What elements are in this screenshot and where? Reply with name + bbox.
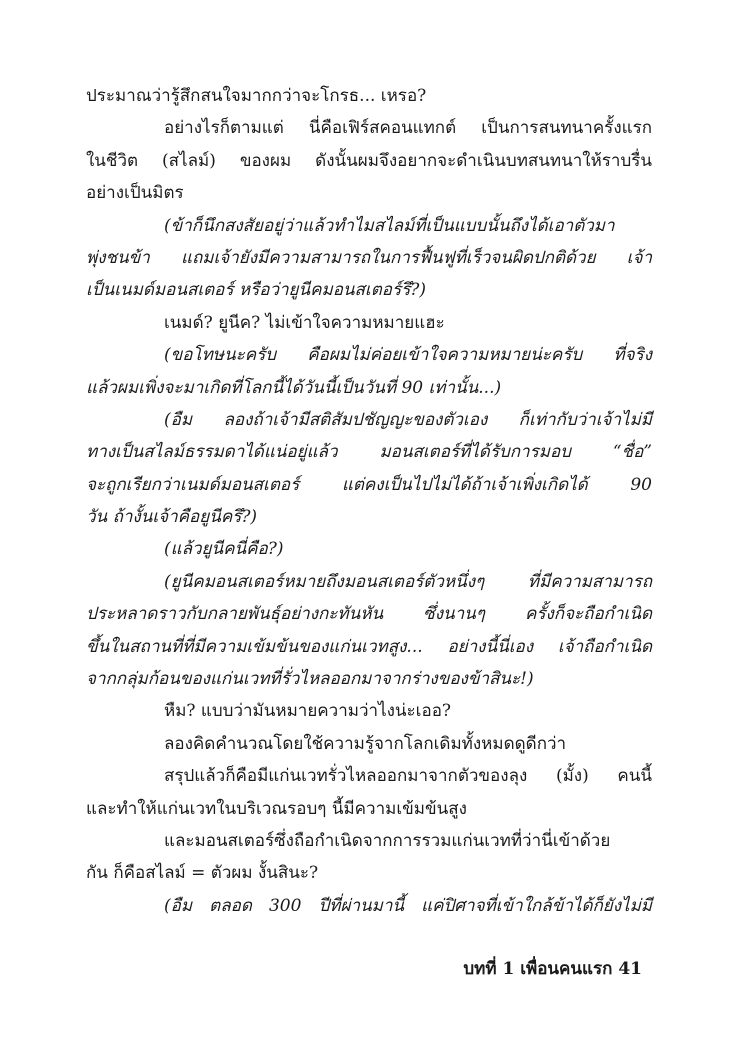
text-line: (อืม ตลอด 300 ปีที่ผ่านมานี้ แค่ปิศาจที่เข้าใกล้ข้าได้ก็ยังไม่มี (164, 895, 652, 916)
text-line: (อืม ลองถ้าเจ้ามีสติสัมปชัญญะของตัวเอง ก็เท่ากับว่าเจ้าไม่มี (164, 409, 652, 430)
text-line: แล้วผมเพิ่งจะมาเกิดที่โลกนี้ได้วันนี้เป็นวันที่ 90 เท่านั้น...) (86, 377, 502, 398)
text-line: และมอนสเตอร์ซึ่งถือกำเนิดจากการรวมแก่นเวทที่ว่านี่เข้าด้วย (164, 830, 611, 851)
text-line: เนมด์? ยูนีค? ไม่เข้าใจความหมายแฮะ (164, 312, 445, 333)
text-line: กัน ก็คือสไลม์ = ตัวผม งั้นสินะ? (86, 863, 319, 884)
text-line: (ขอโทษนะครับ คือผมไม่ค่อยเข้าใจความหมายน่ะครับ ที่จริง (164, 345, 652, 366)
text-line: สรุปแล้วก็คือมีแก่นเวทรั่วไหลออกมาจากตัวของลุง (มั้ง) คนนี้ (164, 766, 652, 787)
text-line: อย่างเป็นมิตร (86, 183, 184, 204)
page-body (86, 80, 652, 922)
text-line: พุ่งชนข้า แถมเจ้ายังมีความสามารถในการฟื้นฟูที่เร็วจนผิดปกติด้วย เจ้า (86, 247, 652, 268)
text-line: หืม? แบบว่ามันหมายความว่าไงน่ะเออ? (164, 701, 452, 722)
text-line: ในชีวิต (สไลม์) ของผม ดังนั้นผมจึงอยากจะดำเนินบทสนทนาให้ราบรื่น (86, 150, 652, 171)
text-line: (แล้วยูนีคนี่คือ?) (164, 539, 284, 560)
text-line: จากกลุ่มก้อนของแก่นเวทที่รั่วไหลออกมาจากร่างของข้าสินะ!) (86, 669, 534, 690)
text-line: ลองคิดคำนวณโดยใช้ความรู้จากโลกเดิมทั้งหมดดูดีกว่า (164, 733, 567, 754)
text-line: (ข้าก็นึกสงสัยอยู่ว่าแล้วทำไมสไลม์ที่เป็นแบบนั้นถึงได้เอาตัวมา (164, 215, 615, 236)
text-line: จะถูกเรียกว่าเนมด์มอนสเตอร์ แต่คงเป็นไปไม่ได้ถ้าเจ้าเพิ่งเกิดได้ 90 (86, 474, 652, 495)
text-line: ขึ้นในสถานที่ที่มีความเข้มข้นของแก่นเวทสูง... อย่างนี้นี่เอง เจ้าถือกำเนิด (86, 636, 652, 657)
text-line: ประมาณว่ารู้สึกสนใจมากกว่าจะโกรธ... เหรอ? (86, 86, 427, 106)
text-line: (ยูนีคมอนสเตอร์หมายถึงมอนสเตอร์ตัวหนึ่งๆ ที่มีความสามารถ (164, 571, 652, 592)
text-line: อย่างไรก็ตามแต่ นี่คือเฟิร์สคอนแทกต์ เป็นการสนทนาครั้งแรก (164, 118, 652, 139)
text-line: และทำให้แก่นเวทในบริเวณรอบๆ นี้มีความเข้มข้นสูง (86, 798, 467, 819)
text-line: เป็นเนมด์มอนสเตอร์ หรือว่ายูนีคมอนสเตอร์รึ?) (86, 280, 426, 301)
text-line: ประหลาดราวกับกลายพันธุ์อย่างกะทันหัน ซึ่งนานๆ ครั้งก็จะถือกำเนิด (86, 604, 652, 625)
page-footer: บทที่ 1 เพื่อนคนแรก 41 (463, 959, 642, 979)
text-line: ทางเป็นสไลม์ธรรมดาได้แน่อยู่แล้ว มอนสเตอร์ที่ได้รับการมอบ “ชื่อ” (86, 442, 652, 463)
text-line: วัน ถ้างั้นเจ้าคือยูนีครึ?) (86, 507, 258, 528)
